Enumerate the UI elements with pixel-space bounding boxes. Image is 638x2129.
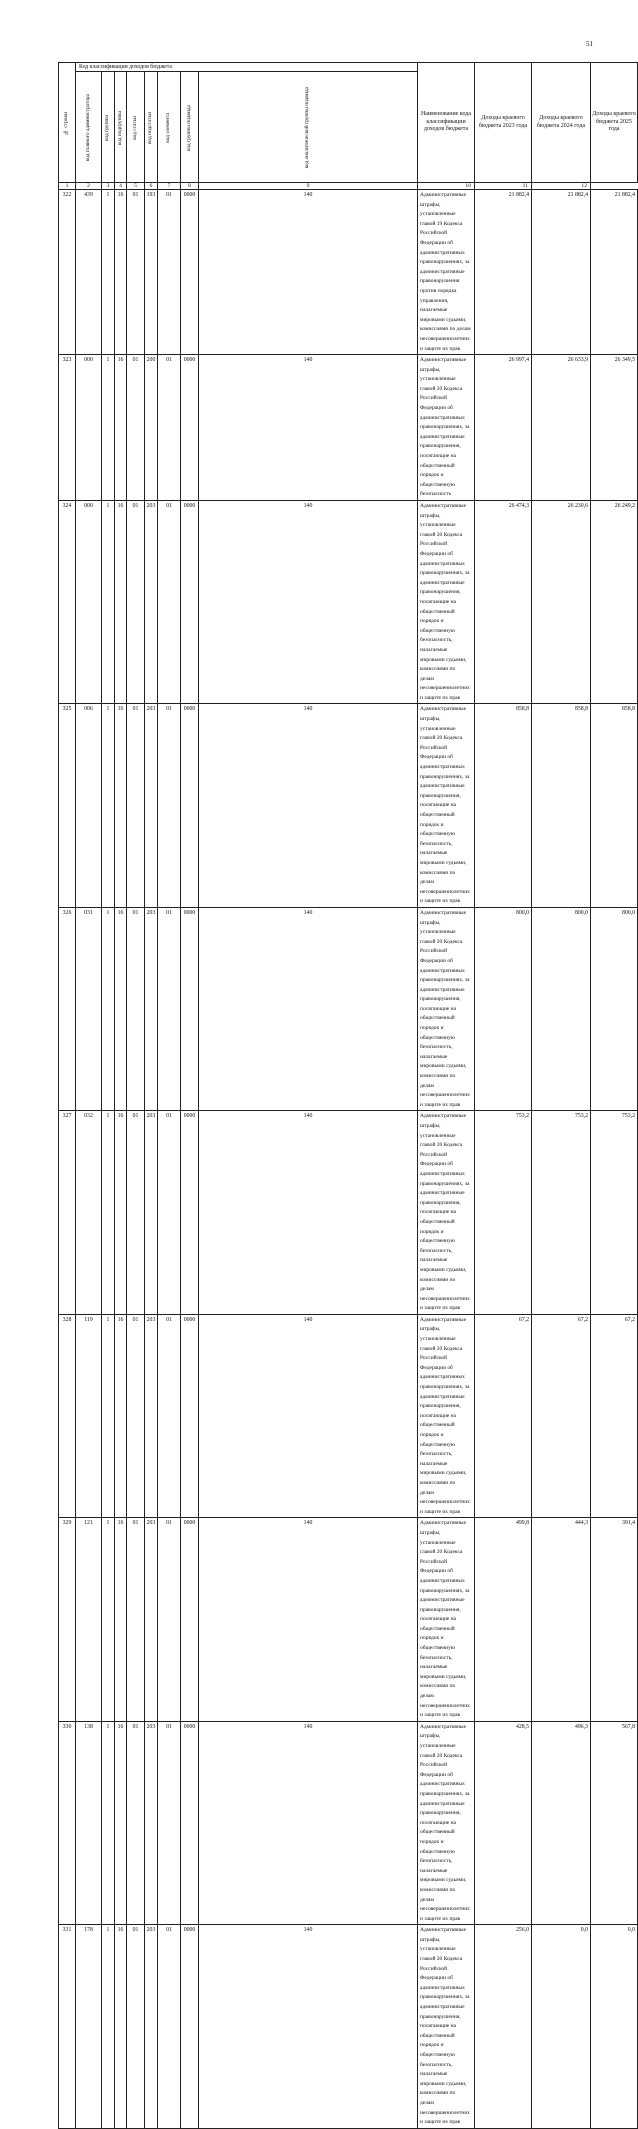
income-name-line: безопасность, налагаемые мировыми судьями, комиссиями по [420,2061,467,2097]
analytic-code: 140 [199,1925,418,2128]
income-name-line: правонарушениях, за административные правонарушения [420,259,470,285]
income-name-line: Российской Федерации об административных [420,1151,465,1177]
row-number: 326 [59,907,76,1110]
admin-code: 178 [76,1925,102,2128]
amount-2024: 26 633,9 [532,355,591,501]
subgroup-code: 16 [115,1721,127,1924]
subtype-code: 0000 [181,1518,199,1721]
amount-2023: 428,5 [475,1721,532,1924]
income-name-line: Административные штрафы, установленные главой 20 Кодекса [420,1113,467,1149]
income-name-line: делам несовершеннолетних и защите их прав [420,1896,470,1922]
income-name-line: Административные штрафы, установленные главой 20 Кодекса [420,357,467,392]
subarticle-code: 193 [145,190,158,355]
amount-2024: 753,2 [532,1111,591,1314]
income-name-line: безопасность [420,491,452,498]
subarticle-code: 203 [145,1111,158,1314]
amount-2025: 753,2 [591,1111,638,1314]
column-number: 4 [115,183,127,190]
analytic-code: 140 [199,190,418,355]
subarticle-code: 203 [145,1721,158,1924]
income-name-line: посягающие на общественный порядок и общественную [420,802,456,838]
column-number: 10 [418,183,475,190]
row-number: 329 [59,1518,76,1721]
income-name-line: посягающие на общественный порядок и общественную [420,1412,456,1448]
article-code: 01 [127,501,145,704]
income-name-line: посягающие на общественный порядок и общественную [420,453,456,488]
group-code: 1 [102,190,115,355]
income-name-line: Российской Федерации об административных [420,948,465,974]
analytic-code: 140 [199,1721,418,1924]
header-classification: Код классификации доходов бюджета [76,63,418,72]
column-number: 6 [145,183,158,190]
subtype-code: 0000 [181,704,199,907]
amount-2025: 391,4 [591,1518,638,1721]
analytic-code: 140 [199,704,418,907]
income-name-line: правонарушениях, за административные правонарушения, [420,424,470,450]
analytic-code: 140 [199,355,418,501]
table-row [59,501,638,704]
amount-2024: 21 882,4 [532,190,591,355]
table-row [59,1111,638,1314]
income-name-line: Российской Федерации об административных [420,744,465,771]
subgroup-code: 16 [115,1111,127,1314]
income-name-line: посягающие на общественный порядок и общественную [420,598,456,634]
admin-code: 138 [76,1721,102,1924]
header-code-element: код элемента [158,72,181,183]
income-name-line: Российской Федерации об административных [420,230,465,256]
amount-2025: 567,8 [591,1721,638,1924]
income-name [418,1314,475,1517]
article-code: 01 [127,907,145,1110]
amount-2024: 496,3 [532,1721,591,1924]
table-row [59,704,638,907]
subgroup-code: 16 [115,907,127,1110]
column-number: 11 [475,183,532,190]
subtype-code: 0000 [181,1721,199,1924]
header-code-article: код статьи [127,72,145,183]
element-code: 01 [158,1925,181,2128]
row-number: 323 [59,355,76,501]
column-number: 2 [76,183,102,190]
header-code-subarticle: код подстатьи [145,72,158,183]
income-name-line: Административные штрафы, установленные главой 20 Кодекса [420,1316,467,1352]
income-name [418,1925,475,2128]
income-name-line: правонарушениях, за административные правонарушения, [420,977,470,1003]
table-row [59,1518,638,1721]
income-name-line: правонарушениях, за административные правонарушения, [420,1790,470,1817]
subtype-code: 0000 [181,355,199,501]
amount-2025: 26 249,2 [591,501,638,704]
admin-code: 000 [76,355,102,501]
income-name-line: правонарушениях, за административные правонарушения, [420,1384,470,1410]
row-number: 331 [59,1925,76,2128]
header-income-2025: Доходы краевого бюджета 2025 года [591,63,638,183]
amount-2024: 858,8 [532,704,591,907]
amount-2025: 858,8 [591,704,638,907]
income-name [418,355,475,501]
analytic-code: 140 [199,501,418,704]
article-code: 01 [127,190,145,355]
row-number: 324 [59,501,76,704]
amount-2023: 499,8 [475,1518,532,1721]
row-number: 330 [59,1721,76,1924]
group-code: 1 [102,1111,115,1314]
column-number: 7 [158,183,181,190]
income-name-line: безопасность, налагаемые мировыми судьями, комиссиями по [420,1044,467,1080]
subarticle-code: 203 [145,907,158,1110]
header-code-analytic: код аналитической группы подвида [199,72,418,183]
row-number: 327 [59,1111,76,1314]
income-name [418,1518,475,1721]
analytic-code: 140 [199,1518,418,1721]
income-name-line: посягающие на общественный порядок и общественную [420,2023,456,2058]
amount-2025: 67,2 [591,1314,638,1517]
income-name [418,1111,475,1314]
budget-income-table [58,62,638,2129]
subarticle-code: 203 [145,704,158,907]
group-code: 1 [102,501,115,704]
amount-2023: 26 474,3 [475,501,532,704]
subtype-code: 0000 [181,1925,199,2128]
table-row [59,1925,638,2128]
admin-code: 121 [76,1518,102,1721]
subgroup-code: 16 [115,1314,127,1517]
element-code: 01 [158,1721,181,1924]
income-name-line: Российской Федерации об административных [420,1965,465,1991]
income-name-line: посягающие на общественный порядок и общественную [420,1616,456,1652]
analytic-code: 140 [199,1111,418,1314]
header-code-group: код группы [102,72,115,183]
income-name-line: делам несовершеннолетних и защите их прав [420,675,470,701]
row-number: 325 [59,704,76,907]
subarticle-code: 203 [145,501,158,704]
income-name-line: посягающие на общественный порядок и общественную [420,1209,456,1245]
analytic-code: 140 [199,907,418,1110]
amount-2025: 26 349,5 [591,355,638,501]
subgroup-code: 16 [115,190,127,355]
column-number: 1 [59,183,76,190]
column-number: 9 [199,183,418,190]
income-name-line: делам несовершеннолетних и защите их прав [420,1489,470,1515]
amount-2024: 800,0 [532,907,591,1110]
subgroup-code: 16 [115,355,127,501]
income-name-line: делам несовершеннолетних и защите их прав [420,1693,470,1719]
header-income-2024: Доходы краевого бюджета 2024 года [532,63,591,183]
header-code-subtype: код группы подвида [181,72,199,183]
income-name-line: правонарушениях, за административные правонарушения, [420,1994,470,2020]
income-name-line: правонарушениях, за административные правонарушения, [420,570,470,596]
header-income-2023: Доходы краевого бюджета 2023 года [475,63,532,183]
subarticle-code: 203 [145,1925,158,2128]
table-row [59,1721,638,1924]
amount-2023: 67,2 [475,1314,532,1517]
header-code-subgroup: код подгруппы [115,72,127,183]
element-code: 01 [158,704,181,907]
income-name-line: правонарушениях, за административные правонарушения, [420,773,470,799]
income-name-line: Административные штрафы, установленные главой 19 Кодекса [420,192,467,227]
income-name [418,1721,475,1924]
element-code: 01 [158,355,181,501]
page-number: 51 [586,40,593,48]
table-row [59,190,638,355]
amount-2024: 26 230,6 [532,501,591,704]
amount-2023: 256,0 [475,1925,532,2128]
element-code: 01 [158,190,181,355]
income-name [418,501,475,704]
element-code: 01 [158,1518,181,1721]
group-code: 1 [102,1925,115,2128]
income-name-line: Административные штрафы, установленные главой 20 Кодекса [420,706,467,742]
element-code: 01 [158,1314,181,1517]
amount-2023: 26 997,4 [475,355,532,501]
admin-code: 032 [76,1111,102,1314]
element-code: 01 [158,907,181,1110]
table-row [59,907,638,1110]
article-code: 01 [127,1925,145,2128]
article-code: 01 [127,1721,145,1924]
subarticle-code: 203 [145,1518,158,1721]
amount-2024: 0,0 [532,1925,591,2128]
subgroup-code: 16 [115,704,127,907]
table-row [59,1314,638,1517]
income-name-line: Российской Федерации об административных [420,1355,465,1381]
income-name-line: Административные штрафы, установленные главой 20 Кодекса [420,1520,467,1556]
header-row-number: № строки [59,63,76,183]
group-code: 1 [102,355,115,501]
column-number: 12 [532,183,591,190]
subtype-code: 0000 [181,907,199,1110]
income-name-line: делам несовершеннолетних и защите их прав [420,1286,470,1312]
income-name-line: делам несовершеннолетних и защите их прав [420,879,470,905]
header-name: Наименование кода классификации доходов бюджета [418,63,475,183]
income-name-line: комиссиями по делам несовершеннолетних и защите их прав [420,326,471,352]
income-name-line: Российской Федерации об административных [420,1762,465,1788]
subtype-code: 0000 [181,1111,199,1314]
admin-code: 006 [76,704,102,907]
income-name [418,704,475,907]
table-row [59,355,638,501]
subarticle-code: 200 [145,355,158,501]
subtype-code: 0000 [181,1314,199,1517]
article-code: 01 [127,1314,145,1517]
amount-2024: 444,3 [532,1518,591,1721]
income-name-line: безопасность, налагаемые мировыми судьями, комиссиями по [420,840,467,876]
income-name-line: безопасность, налагаемые мировыми судьями, комиссиями по [420,1654,467,1690]
income-name [418,190,475,355]
amount-2024: 67,2 [532,1314,591,1517]
income-name-line: Административные штрафы, установленные главой 20 Кодекса [420,503,467,538]
column-number: 5 [127,183,145,190]
subarticle-code: 203 [145,1314,158,1517]
income-name [418,907,475,1110]
element-code: 01 [158,1111,181,1314]
amount-2023: 800,0 [475,907,532,1110]
income-name-line: Административные штрафы, установленные главой 20 Кодекса [420,1927,467,1963]
income-name-line: Российской Федерации об административных [420,541,465,567]
income-name-line: безопасность, налагаемые мировыми судьями, комиссиями по [420,637,467,673]
group-code: 1 [102,907,115,1110]
amount-2025: 800,0 [591,907,638,1110]
amount-2025: 0,0 [591,1925,638,2128]
article-code: 01 [127,1518,145,1721]
article-code: 01 [127,1111,145,1314]
subtype-code: 0000 [181,190,199,355]
group-code: 1 [102,704,115,907]
group-code: 1 [102,1721,115,1924]
income-name-line: правонарушениях, за административные правонарушения, [420,1180,470,1206]
column-number: 8 [181,183,199,190]
amount-2023: 858,8 [475,704,532,907]
subtype-code: 0000 [181,501,199,704]
subgroup-code: 16 [115,501,127,704]
income-name-line: Российской Федерации об административных [420,1558,465,1584]
subgroup-code: 16 [115,1925,127,2128]
income-name-line: Российской Федерации об административных [420,395,465,421]
row-number: 328 [59,1314,76,1517]
income-name-line: посягающие на общественный порядок и общественную [420,1819,456,1855]
income-name-line: безопасность, налагаемые мировыми судьями, комиссиями по [420,1858,467,1893]
income-name-line: посягающие на общественный порядок и общественную [420,1005,456,1041]
column-number: 3 [102,183,115,190]
amount-2025: 21 882,4 [591,190,638,355]
income-name-line: делам несовершеннолетних и защите их прав [420,2099,470,2126]
income-name-line: Административные штрафы, установленные главой 20 Кодекса [420,1723,467,1759]
income-name-line: Административные штрафы, установленные главой 20 Кодекса [420,909,467,945]
admin-code: 439 [76,190,102,355]
amount-2023: 753,2 [475,1111,532,1314]
income-name-line: делам несовершеннолетних и защите их прав [420,1082,470,1108]
subgroup-code: 16 [115,1518,127,1721]
header-code-admin: код главного администратора [76,72,102,183]
article-code: 01 [127,355,145,501]
admin-code: 000 [76,501,102,704]
element-code: 01 [158,501,181,704]
analytic-code: 140 [199,1314,418,1517]
income-name-line: безопасность, налагаемые мировыми судьями, комиссиями по [420,1247,467,1283]
admin-code: 119 [76,1314,102,1517]
article-code: 01 [127,704,145,907]
row-number: 322 [59,190,76,355]
income-name-line: против порядка управления, налагаемые мировыми судьями, [420,287,467,323]
group-code: 1 [102,1518,115,1721]
group-code: 1 [102,1314,115,1517]
income-name-line: правонарушениях, за административные правонарушения, [420,1587,470,1613]
amount-2023: 21 882,4 [475,190,532,355]
admin-code: 031 [76,907,102,1110]
income-name-line: безопасность, налагаемые мировыми судьями, комиссиями по [420,1451,467,1486]
